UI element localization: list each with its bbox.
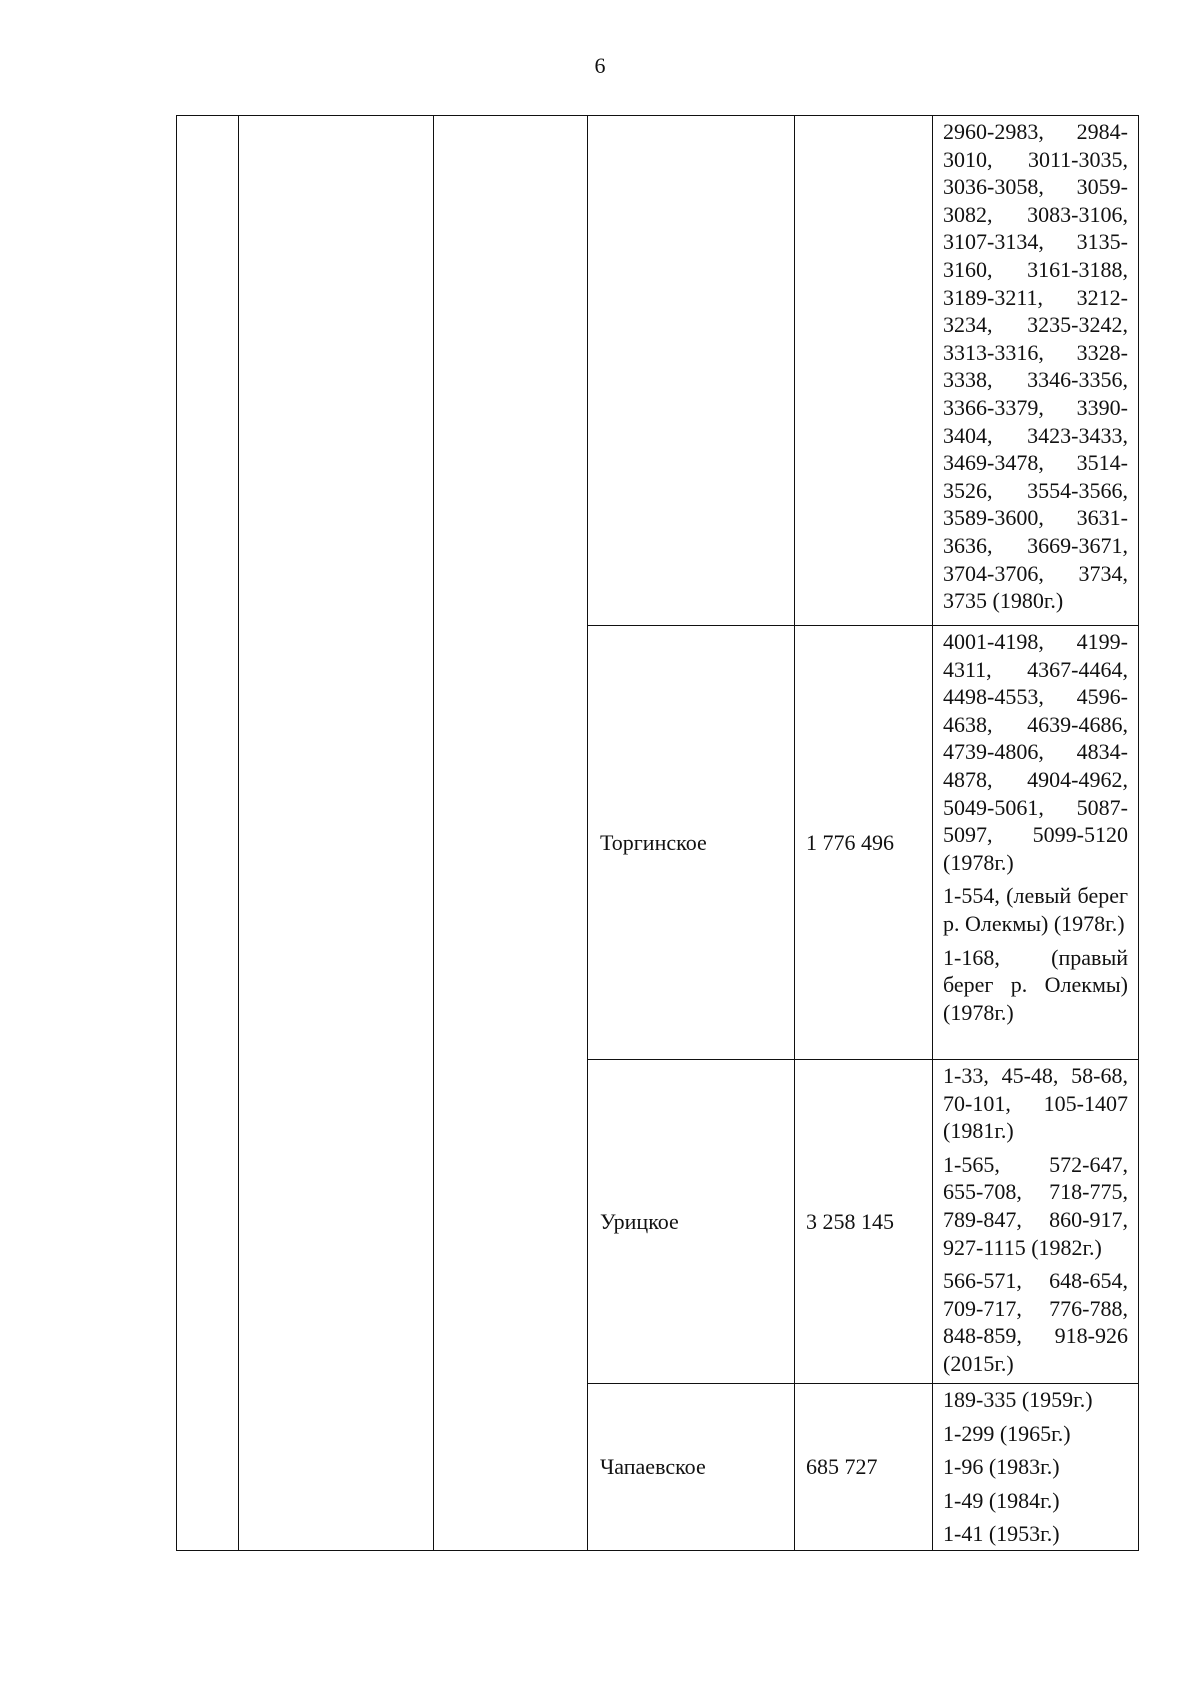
forestry-name-cell: Чапаевское bbox=[588, 1384, 795, 1551]
area-cell bbox=[795, 116, 933, 626]
block-numbers-cell bbox=[933, 1384, 1139, 1551]
forestry-name-cell bbox=[588, 116, 795, 626]
col-3-cell bbox=[434, 116, 588, 1551]
block-entry: 1-554, (левый берег р. Олекмы) (1978г.) bbox=[943, 883, 1128, 936]
block-entry: 1-96 (1983г.) bbox=[943, 1454, 1060, 1480]
col-1-cell bbox=[177, 116, 239, 1551]
block-numbers-cell bbox=[933, 116, 1139, 626]
block-entry: 1-565, 572-647, 655-708, 718-775, 789-847, 860-917, 927-1115 (1982г.) bbox=[943, 1151, 1128, 1260]
col-2-cell bbox=[239, 116, 434, 1551]
block-entry: 566-571, 648-654, 709-717, 776-788, 848-859, 918-926 (2015г.) bbox=[943, 1268, 1128, 1376]
block-entry: 1-33, 45-48, 58-68, 70-101, 105-1407 (1981г.) bbox=[943, 1063, 1128, 1144]
area-cell: 3 258 145 bbox=[795, 1060, 933, 1384]
block-entry: 1-299 (1965г.) bbox=[943, 1420, 1071, 1446]
area-cell: 685 727 bbox=[795, 1384, 933, 1551]
forest-blocks-table bbox=[176, 115, 1139, 1551]
block-entry: 1-168, (правый берег р. Олекмы) (1978г.) bbox=[943, 944, 1128, 1025]
block-entry: 1-41 (1953г.) bbox=[943, 1521, 1060, 1547]
area-cell: 1 776 496 bbox=[795, 626, 933, 1060]
block-numbers-cell bbox=[933, 626, 1139, 1060]
forestry-name-cell: Урицкое bbox=[588, 1060, 795, 1384]
page-number: 6 bbox=[594, 53, 606, 78]
forestry-name-cell: Торгинское bbox=[588, 626, 795, 1060]
block-entry: 2960-2983, 2984-3010, 3011-3035, 3036-3058, 3059-3082, 3083-3106, 3107-3134, 3135-3160, 3161-3188, 3189-3211, 3212-3234, 3235-3242, 3313-3316, 3328-3338, 3346-3356, 3366-3379, 3390-3404, 3423-3433, 3469-3478, 3514-3526, 3554-3566, 3589-3600, 3631-3636, 3669-3671, 3704-3706, 3734, 3735 (1980г.) bbox=[943, 119, 1128, 614]
block-entry: 1-49 (1984г.) bbox=[943, 1487, 1060, 1513]
table-row bbox=[177, 116, 1139, 626]
block-entry: 4001-4198, 4199-4311, 4367-4464, 4498-4553, 4596-4638, 4639-4686, 4739-4806, 4834-4878, 4904-4962, 5049-5061, 5087-5097, 5099-5120 (1978г.) bbox=[943, 629, 1128, 875]
block-entry: 189-335 (1959г.) bbox=[943, 1387, 1093, 1412]
block-numbers-cell bbox=[933, 1060, 1139, 1384]
